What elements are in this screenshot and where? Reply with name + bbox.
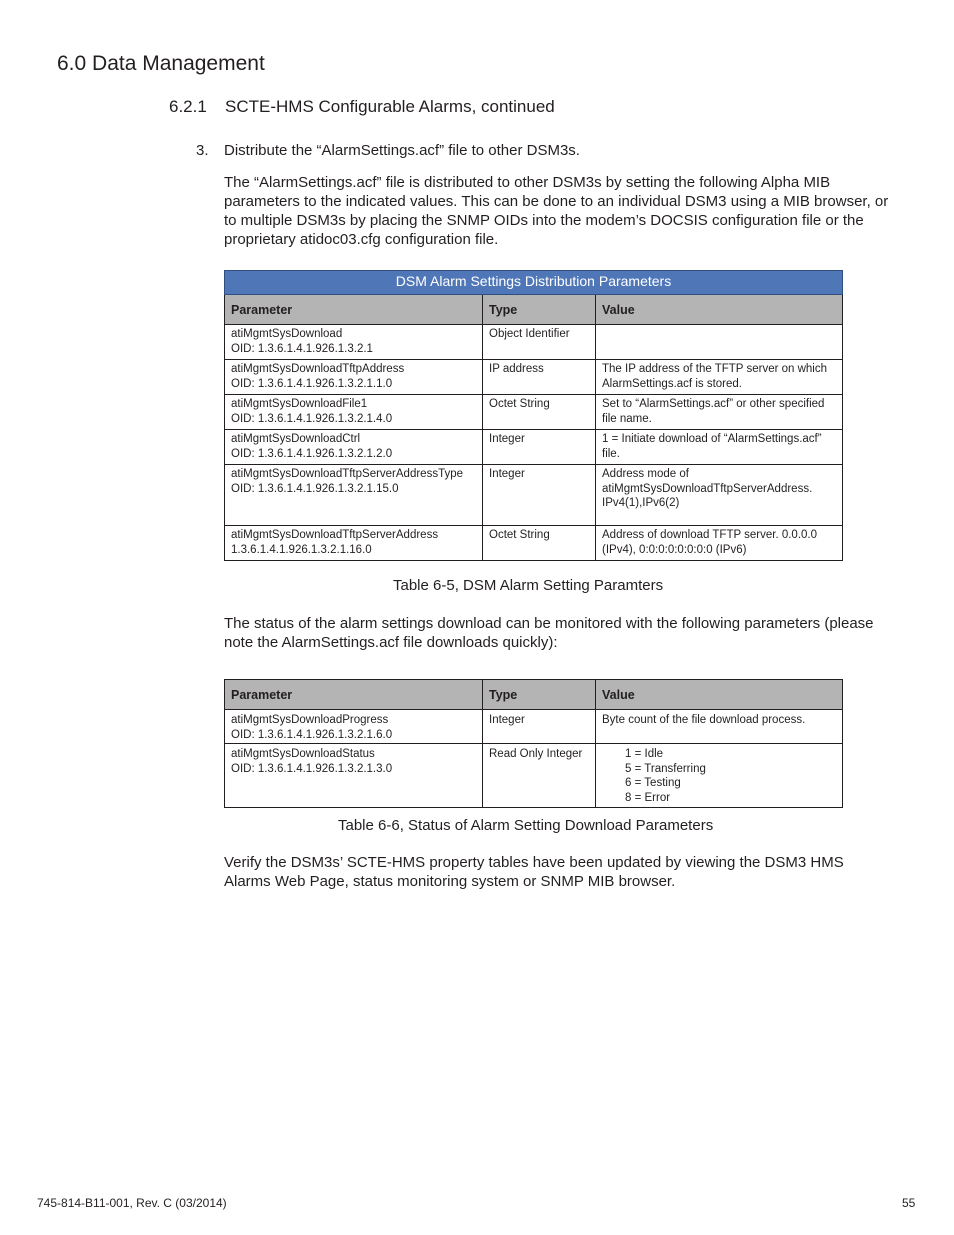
distribution-parameters-table <box>224 270 843 561</box>
parameter-oid: OID: 1.3.6.1.4.1.926.1.3.2.1.3.0 <box>231 762 393 775</box>
parameter-cell <box>225 430 483 465</box>
subsection-heading <box>169 97 555 117</box>
value-cell: Address of download TFTP server. 0.0.0.0 (IPv4), 0:0:0:0:0:0:0:0 (IPv6) <box>596 526 843 561</box>
value-cell: Address mode of atiMgmtSysDownloadTftpServerAddress. IPv4(1),IPv6(2) <box>596 465 843 526</box>
step-text: Distribute the “AlarmSettings.acf” file to other DSM3s. <box>224 142 580 159</box>
header-value: Value <box>596 680 843 710</box>
table-row <box>225 395 843 430</box>
section-title: 6.0 Data Management <box>57 52 265 75</box>
type-cell: Octet String <box>483 526 596 561</box>
parameter-cell <box>225 710 483 744</box>
parameter-cell <box>225 395 483 430</box>
value-cell: Byte count of the file download process. <box>596 710 843 744</box>
type-cell: Object Identifier <box>483 325 596 360</box>
parameter-oid: OID: 1.3.6.1.4.1.926.1.3.2.1.2.0 <box>231 447 393 460</box>
type-cell: Integer <box>483 465 596 526</box>
table-row <box>225 710 843 744</box>
parameter-cell <box>225 744 483 808</box>
step-number: 3. <box>196 142 209 159</box>
parameter-oid: OID: 1.3.6.1.4.1.926.1.3.2.1 <box>231 342 373 355</box>
header-type: Type <box>483 680 596 710</box>
parameter-name: atiMgmtSysDownloadTftpAddress <box>231 363 405 375</box>
subsection-title: SCTE-HMS Configurable Alarms, continued <box>225 97 555 116</box>
table-row <box>225 360 843 395</box>
header-value: Value <box>596 295 843 325</box>
download-status-table <box>224 679 843 808</box>
type-cell: IP address <box>483 360 596 395</box>
parameter-oid: 1.3.6.1.4.1.926.1.3.2.1.16.0 <box>231 543 372 556</box>
parameter-oid: OID: 1.3.6.1.4.1.926.1.3.2.1.4.0 <box>231 412 393 425</box>
parameter-name: atiMgmtSysDownload <box>231 328 343 340</box>
type-cell: Integer <box>483 710 596 744</box>
type-cell: Octet String <box>483 395 596 430</box>
type-cell: Read Only Integer <box>483 744 596 808</box>
status-value-idle: 1 = Idle <box>625 748 664 760</box>
table-row <box>225 465 843 526</box>
table-header-row <box>225 295 843 325</box>
parameter-name: atiMgmtSysDownloadFile1 <box>231 398 368 410</box>
step-item <box>196 141 580 160</box>
status-value-error: 8 = Error <box>625 791 671 804</box>
header-parameter: Parameter <box>225 680 483 710</box>
parameter-cell <box>225 526 483 561</box>
parameter-name: atiMgmtSysDownloadStatus <box>231 748 375 760</box>
status-value-testing: 6 = Testing <box>625 777 681 789</box>
value-cell: Set to “AlarmSettings.acf” or other specified file name. <box>596 395 843 430</box>
header-type: Type <box>483 295 596 325</box>
paragraph-verify: Verify the DSM3s’ SCTE-HMS property tables have been updated by viewing the DSM3 HMS Alarms Web Page, status monitoring system or SNMP MIB browser. <box>224 854 844 890</box>
table-row <box>225 744 843 808</box>
parameter-oid: OID: 1.3.6.1.4.1.926.1.3.2.1.1.0 <box>231 377 393 390</box>
parameter-name: atiMgmtSysDownloadProgress <box>231 714 389 726</box>
table2-caption: Table 6-6, Status of Alarm Setting Download Parameters <box>338 817 714 834</box>
table-header-row <box>225 680 843 710</box>
parameter-cell <box>225 465 483 526</box>
value-cell: 1 = Initiate download of “AlarmSettings.acf” file. <box>596 430 843 465</box>
parameter-oid: OID: 1.3.6.1.4.1.926.1.3.2.1.15.0 <box>231 482 399 495</box>
table-row <box>225 325 843 360</box>
footer-document-id: 745-814-B11-001, Rev. C (03/2014) <box>37 1196 227 1210</box>
status-value-transferring: 5 = Transferring <box>625 762 706 775</box>
parameter-oid: OID: 1.3.6.1.4.1.926.1.3.2.1.6.0 <box>231 728 393 741</box>
table1-caption: Table 6-5, DSM Alarm Setting Paramters <box>393 577 664 594</box>
value-cell <box>596 744 843 808</box>
parameter-name: atiMgmtSysDownloadCtrl <box>231 433 361 445</box>
parameter-name: atiMgmtSysDownloadTftpServerAddress <box>231 529 439 541</box>
header-parameter: Parameter <box>225 295 483 325</box>
table-title-row <box>225 271 843 295</box>
subsection-number: 6.2.1 <box>169 97 207 116</box>
table-row <box>225 430 843 465</box>
footer-page-number: 55 <box>902 1196 916 1210</box>
parameter-cell <box>225 325 483 360</box>
parameter-name: atiMgmtSysDownloadTftpServerAddressType <box>231 468 464 480</box>
table-row <box>225 526 843 561</box>
value-cell: The IP address of the TFTP server on which AlarmSettings.acf is stored. <box>596 360 843 395</box>
paragraph-status: The status of the alarm settings download can be monitored with the following parameters (please note the AlarmSettings.acf file downloads quickly): <box>224 615 874 651</box>
table-title: DSM Alarm Settings Distribution Parameters <box>225 271 843 295</box>
paragraph-distribution: The “AlarmSettings.acf” file is distributed to other DSM3s by setting the following Alpha MIB parameters to the indicated values. This can be done to an individual DSM3 using a MIB browser, or to multiple DSM3s by placing the SNMP OIDs into the modem’s DOCSIS configuration file or the proprietary atidoc03.cfg configuration file. <box>224 174 889 248</box>
parameter-cell <box>225 360 483 395</box>
value-cell <box>596 325 843 360</box>
type-cell: Integer <box>483 430 596 465</box>
